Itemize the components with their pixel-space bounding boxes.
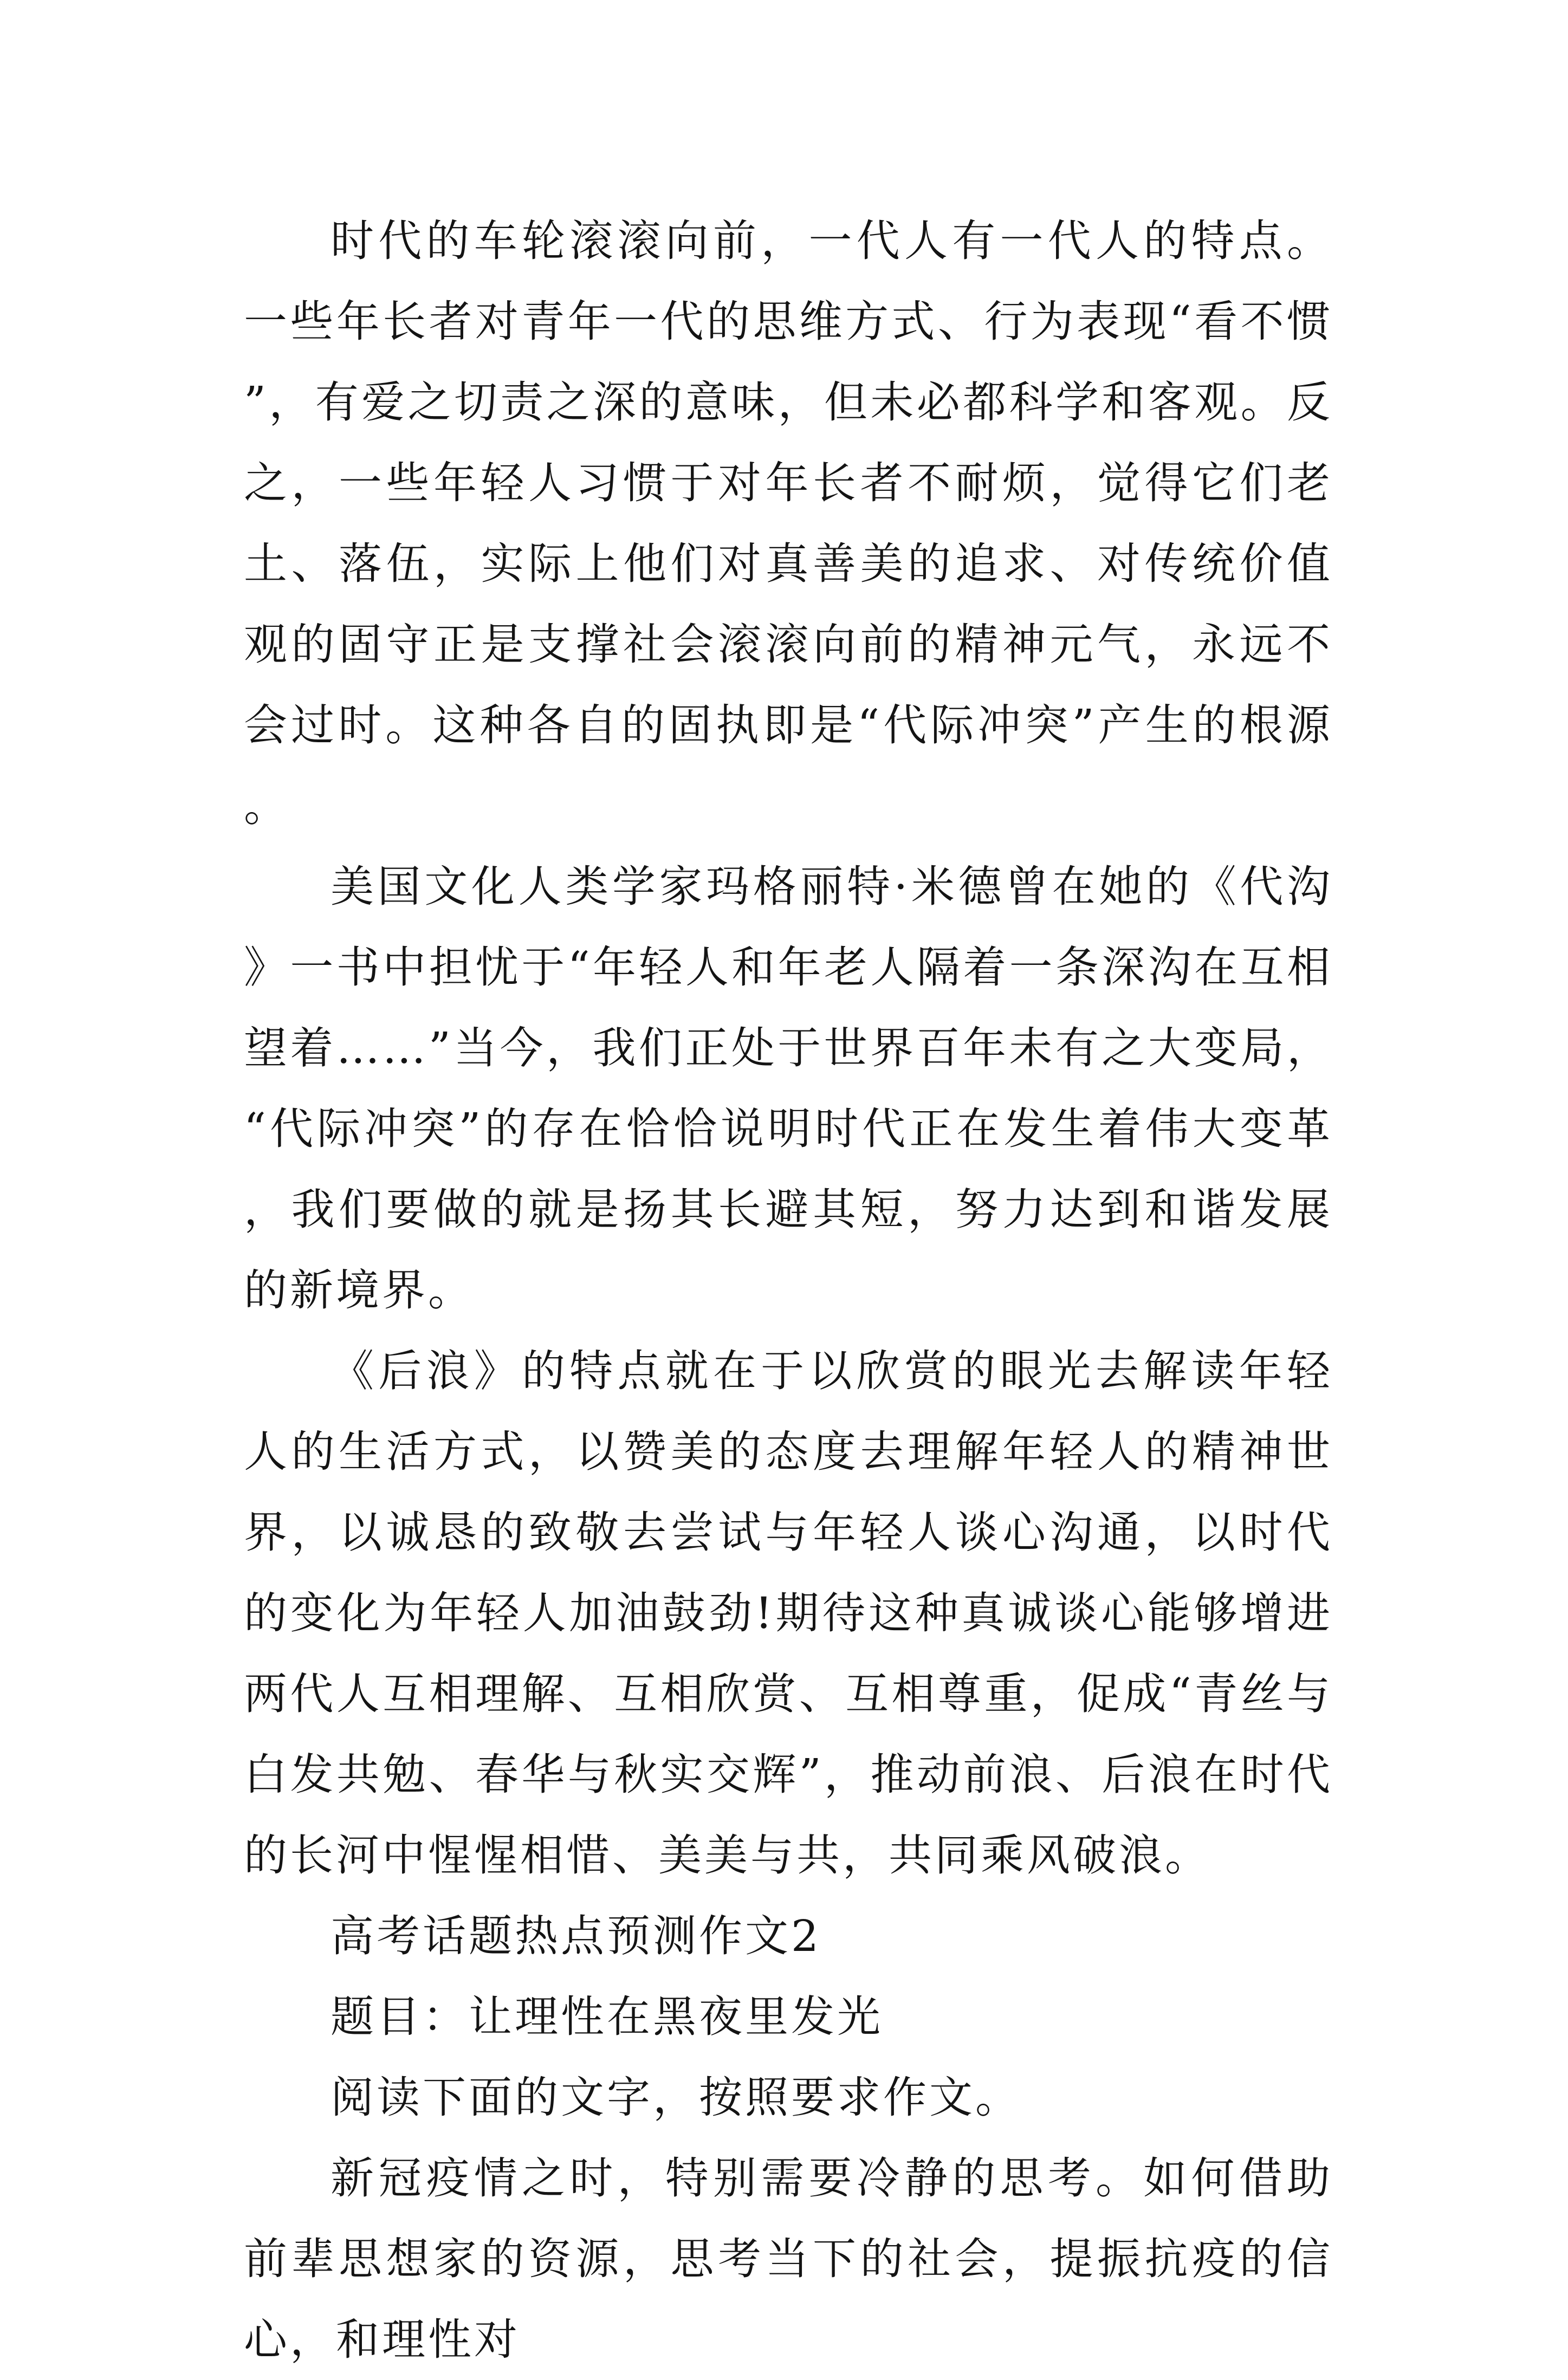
document-body: [244, 200, 1333, 2380]
essay-instruction: 阅读下面的文字，按照要求作文。: [331, 2072, 1021, 2123]
essay-topic: 题目：让理性在黑夜里发光: [331, 1992, 883, 2042]
paragraph-houlang: 《后浪》的特点就在于以欣赏的眼光去解读年轻人的生活方式，以赞美的态度去理解年轻人的精神世界，以诚恳的致敬去尝试与年轻人谈心沟通，以时代的变化为年轻人加油鼓劲!期待这种真诚谈心能够增进两代人互相理解、互相欣赏、互相尊重，促成“青丝与白发共勉、春华与秋实交辉”，推动前浪、后浪在时代的长河中惺惺相惜、美美与共，共同乘风破浪。: [244, 1346, 1333, 1880]
paragraph-covid-reflection: 新冠疫情之时，特别需要冷静的思考。如何借助前辈思想家的资源，思考当下的社会，提振抗疫的信心，和理性对: [244, 2153, 1333, 2365]
essay-heading: 高考话题热点预测作文2: [331, 1911, 821, 1961]
paragraph-margaret-mead: 美国文化人类学家玛格丽特·米德曾在她的《代沟》一书中担忧于“年轻人和年老人隔着一条深沟在互相望着……”当今，我们正处于世界百年未有之大变局，“代际冲突”的存在恰恰说明时代正在发生着伟大变革，我们要做的就是扬其长避其短，努力达到和谐发展的新境界。: [244, 861, 1333, 1315]
paragraph-generational-conflict: 时代的车轮滚滚向前，一代人有一代人的特点。一些年长者对青年一代的思维方式、行为表现“看不惯”，有爱之切责之深的意味，但未必都科学和客观。反之，一些年轻人习惯于对年长者不耐烦，觉得它们老土、落伍，实际上他们对真善美的追求、对传统价值观的固守正是支撑社会滚滚向前的精神元气，永远不会过时。这种各自的固执即是“代际冲突”产生的根源。: [244, 216, 1333, 831]
